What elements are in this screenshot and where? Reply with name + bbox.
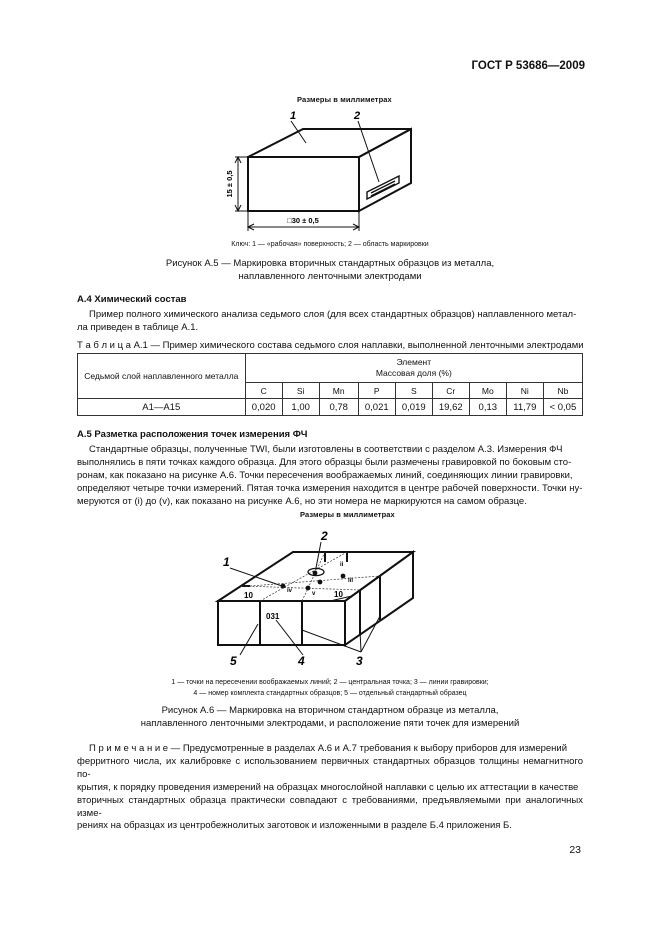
column-header: P (358, 383, 395, 399)
fig-a6-label-4: 4 (298, 654, 305, 668)
note-line: ферритного числа, их калибровке с использованием первичных стандартных образцов толщины немагнитного по- (77, 755, 583, 780)
fig-a6-label-1: 1 (223, 555, 230, 569)
table-cell: 0,78 (319, 399, 358, 416)
fig-a6-dim-10-left: 10 (244, 591, 253, 600)
column-header: S (395, 383, 432, 399)
table-a1-title (77, 340, 584, 351)
note-line: вторичных стандартных образца практически совпадают с требованиями, предъявляемыми при аналогичных изме- (77, 794, 583, 819)
table-cell: 0,021 (358, 399, 395, 416)
table-cell: 19,62 (432, 399, 469, 416)
column-header: Cr (432, 383, 469, 399)
figure-a5-drawing (205, 108, 435, 233)
figure-a6-caption (60, 704, 600, 730)
section-a5-heading: А.5 Разметка расположения точек измерения ФЧ (77, 429, 308, 440)
leader-1 (230, 568, 282, 586)
figure-a5-units-note: Размеры в миллиметрах (297, 95, 392, 104)
fig-a5-dim-width: □30 ± 0,5 (287, 216, 319, 225)
figure-a6-key-line2: 4 — номер комплекта стандартных образцов; 5 — отдельный стандартный образец (193, 689, 467, 697)
a5-line: выполнялись в пяти точках каждого образца. Для этого образцы были размечены гравировкой по боковым сто- (77, 456, 572, 468)
marking-area (367, 176, 399, 199)
a4-line-1: Пример полного химического анализа седьмого слоя (для всех стандартных образцов) наплавленного метал- (89, 309, 577, 320)
leader-5 (240, 624, 258, 655)
section-a5-paragraph (77, 444, 583, 509)
figure-a6-key (80, 678, 580, 699)
table-cell: < 0,05 (543, 399, 582, 416)
leader-1 (291, 121, 306, 143)
table-cell-layer: А1—А15 (78, 399, 246, 416)
table-a1-prefix: Т а б л и ц а А.1 (77, 340, 148, 351)
engraving-lines (242, 552, 380, 645)
column-header: Si (282, 383, 319, 399)
note-line (77, 743, 583, 756)
fig-a6-roman-v: v (312, 591, 316, 597)
a4-line-2: ла приведен в таблице А.1. (77, 321, 199, 333)
table-cell: 1,00 (282, 399, 319, 416)
note-label: П р и м е ч а н и е (89, 743, 169, 754)
section-a4-heading: А.4 Химический состав (77, 294, 187, 305)
fig-a6-dim-10-right: 10 (334, 590, 343, 599)
note-line: рениях на образцах из центробежнолитых заготовок и изложенными в разделе Б.4 приложения Б. (77, 820, 512, 832)
fig-a6-roman-iii: iii (348, 578, 354, 584)
figure-a6-caption-line2: наплавленного ленточными электродами, и расположение пяти точек для измерений (140, 718, 520, 729)
fig-a6-label-2: 2 (321, 529, 328, 543)
fig-a5-label-2: 2 (354, 110, 361, 122)
a5-line: ронам, как показано на рисунке А.6. Точки пересечения воображаемых линий, соединяющих линии гравировки, (77, 469, 573, 481)
column-header: Ni (506, 383, 543, 399)
leader-3c (361, 616, 380, 652)
front-face (248, 157, 359, 211)
figure-a6-units-note: Размеры в миллиметрах (300, 510, 395, 519)
fig-a5-label-1: 1 (290, 110, 297, 122)
column-header: Nb (543, 383, 582, 399)
standard-number: ГОСТ Р 53686—2009 (471, 60, 585, 72)
table-a1-title-text: — Пример химического состава седьмого слоя наплавки, выполненной ленточными электродами (147, 340, 584, 351)
group-header-line2: Массовая доля (%) (375, 368, 452, 378)
leader-4 (276, 620, 303, 655)
note-line1-text: — Предусмотренные в разделах А.6 и А.7 требования к выбору приборов для измерений (168, 743, 568, 754)
figure-a6-drawing (190, 520, 430, 675)
table-row (78, 399, 583, 416)
leader-2 (358, 121, 379, 182)
column-header: Mn (319, 383, 358, 399)
leader-2 (316, 542, 321, 568)
height-dimension (235, 157, 248, 211)
chemical-table (77, 353, 583, 416)
table-cell: 11,79 (506, 399, 543, 416)
column-header: Mo (469, 383, 506, 399)
fig-a6-label-5: 5 (230, 654, 237, 668)
figure-a5-key: Ключ: 1 — «рабочая» поверхность; 2 — область маркировки (231, 241, 429, 248)
section-a4-paragraph (77, 309, 583, 335)
row-header-cell (78, 354, 246, 399)
fig-a5-dim-height: 15 ± 0,5 (225, 170, 234, 198)
figure-a5-caption-line1: Рисунок А.5 — Маркировка вторичных стандартных образцов из металла, (165, 258, 495, 269)
fig-a6-roman-iv: iv (287, 588, 293, 594)
a5-line: Стандартные образцы, полученные TWI, были изготовлены в соответствии с разделом А.3. Измерения ФЧ (89, 444, 563, 455)
group-header-cell (245, 354, 582, 383)
table-cell: 0,13 (469, 399, 506, 416)
fig-a6-roman-ii: ii (340, 562, 344, 568)
note-line: крытия, к порядку проведения измерений на образцах многослойной наплавки с целью их аттестации в качестве (77, 781, 579, 793)
note (77, 743, 583, 833)
table-cell: 0,020 (245, 399, 282, 416)
fig-a6-label-3: 3 (356, 654, 363, 668)
column-header: C (245, 383, 282, 399)
page-number: 23 (569, 844, 581, 856)
fig-a6-set-number: 031 (266, 612, 280, 621)
a5-line: меруются от (i) до (v), как показано на рисунке А.6, но эти номера не маркируются на самом образце. (77, 495, 527, 507)
table-cell: 0,019 (395, 399, 432, 416)
group-header-line1: Элемент (396, 357, 432, 367)
figure-a5-caption-line2: наплавленного ленточными электродами (238, 271, 422, 282)
figure-a5-caption (80, 257, 580, 283)
row-header: Седьмой слой наплавленного металла (84, 371, 239, 381)
figure-a6-caption-line1: Рисунок А.6 — Маркировка на вторичном стандартном образце из металла, (161, 705, 499, 716)
a5-line: определяют четыре точки измерений. Пятая точка измерения находится в центре рабочей поверхности. Точки ну- (77, 482, 583, 494)
figure-a6-key-line1: 1 — точки на пересечении воображаемых линий; 2 — центральная точка; 3 — линии гравировки; (171, 679, 489, 686)
